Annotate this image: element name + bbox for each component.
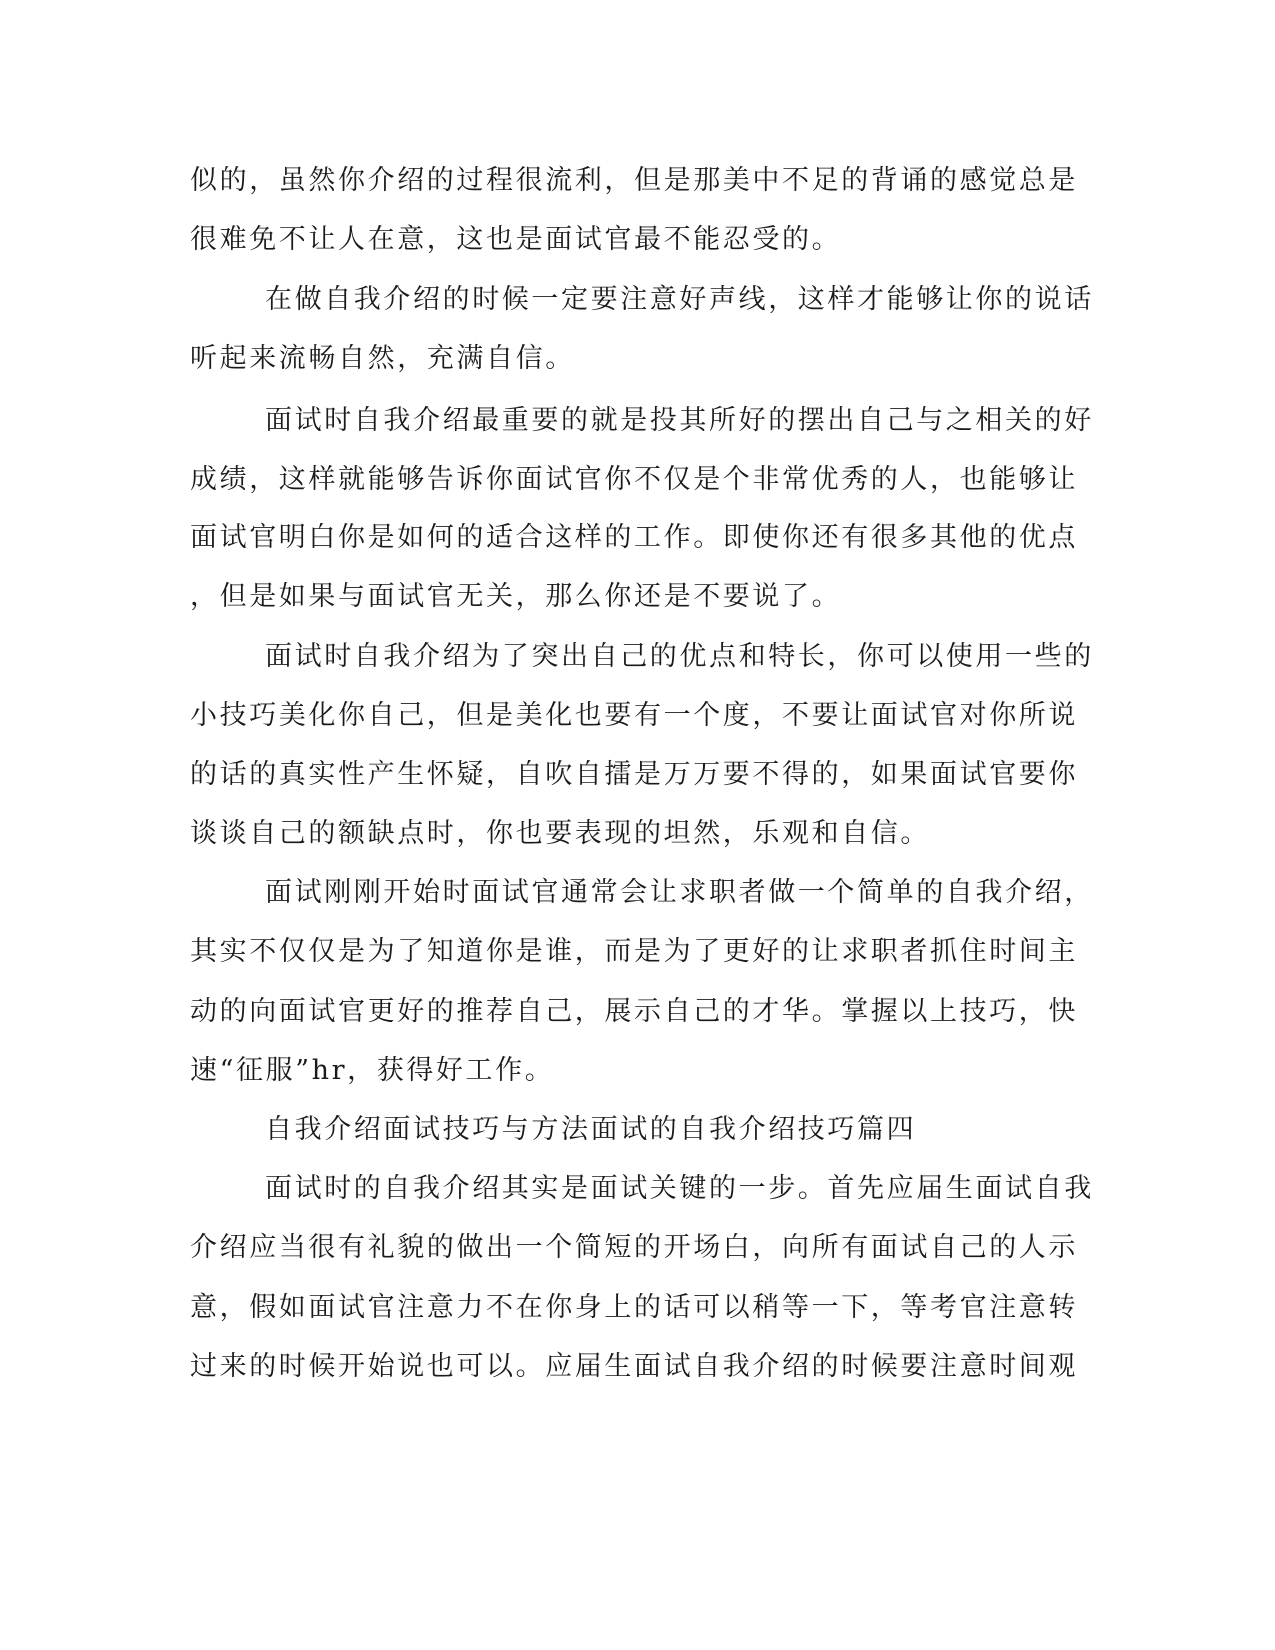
paragraph-first-line: 面试时自我介绍为了突出自己的优点和特长，你可以使用一些的 xyxy=(265,641,1094,672)
text-line: 似的，虽然你介绍的过程很流利，但是那美中不足的背诵的感觉总是 xyxy=(190,165,1078,196)
paragraph-first-line: 面试时的自我介绍其实是面试关键的一步。首先应届生面试自我 xyxy=(265,1173,1094,1204)
text-line: 其实不仅仅是为了知道你是谁，而是为了更好的让求职者抓住时间主 xyxy=(190,936,1078,967)
paragraph-first-line: 面试时自我介绍最重要的就是投其所好的摆出自己与之相关的好 xyxy=(265,405,1094,436)
text-line: 很难免不让人在意，这也是面试官最不能忍受的。 xyxy=(190,224,842,255)
text-line: 面试官明白你是如何的适合这样的工作。即使你还有很多其他的优点 xyxy=(190,522,1078,553)
text-line: 动的向面试官更好的推荐自己，展示自己的才华。掌握以上技巧，快 xyxy=(190,996,1078,1027)
text-line: 谈谈自己的额缺点时，你也要表现的坦然，乐观和自信。 xyxy=(190,818,930,849)
text-line: 小技巧美化你自己，但是美化也要有一个度，不要让面试官对你所说 xyxy=(190,700,1078,731)
text-line: 速“征服”hr，获得好工作。 xyxy=(190,1055,555,1086)
paragraph-first-line: 在做自我介绍的时候一定要注意好声线，这样才能够让你的说话 xyxy=(265,284,1094,315)
text-line: ，但是如果与面试官无关，那么你还是不要说了。 xyxy=(190,581,842,612)
text-line: 成绩，这样就能够告诉你面试官你不仅是个非常优秀的人，也能够让 xyxy=(190,464,1078,495)
text-line: 过来的时候开始说也可以。应届生面试自我介绍的时候要注意时间观 xyxy=(190,1351,1078,1382)
text-line: 介绍应当很有礼貌的做出一个简短的开场白，向所有面试自己的人示 xyxy=(190,1232,1078,1263)
text-line: 的话的真实性产生怀疑，自吹自擂是万万要不得的，如果面试官要你 xyxy=(190,759,1078,790)
text-line: 意，假如面试官注意力不在你身上的话可以稍等一下，等考官注意转 xyxy=(190,1292,1078,1323)
paragraph-first-line: 面试刚刚开始时面试官通常会让求职者做一个简单的自我介绍， xyxy=(265,877,1094,908)
section-heading: 自我介绍面试技巧与方法面试的自我介绍技巧篇四 xyxy=(265,1114,917,1145)
text-line: 听起来流畅自然，充满自信。 xyxy=(190,343,575,374)
